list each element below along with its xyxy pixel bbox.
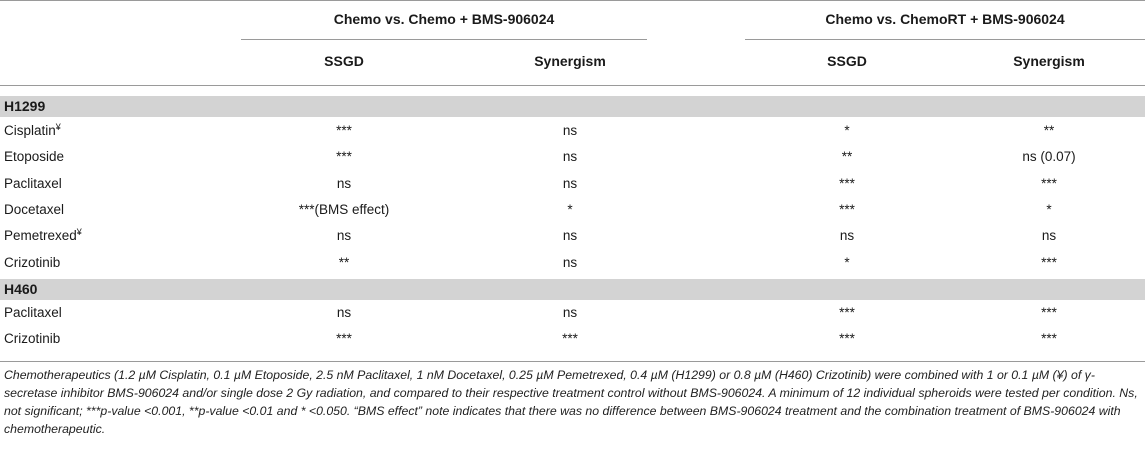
table-row — [0, 223, 1145, 249]
table-top-rule — [0, 0, 1145, 1]
table-cell-c4: *** — [1041, 331, 1057, 347]
group-rule-left — [241, 39, 647, 40]
row-label — [4, 250, 60, 276]
table-cell-c4: ** — [1043, 123, 1055, 138]
section-label: H460 — [4, 281, 38, 297]
table-row — [0, 250, 1145, 276]
table-row — [0, 197, 1145, 223]
table-cell-c2: *** — [562, 331, 578, 347]
row-label-text: Crizotinib — [4, 331, 61, 347]
table-cell-c3: * — [844, 123, 850, 138]
table-footnote: Chemotherapeutics (1.2 µM Cisplatin, 0.1 µM Etoposide, 2.5 nM Paclitaxel, 1 nM Docetaxel, 0.25 µM Pemetrexed, 0.4 µM (H1299) or 0.8 µM (H460) Crizotinib) were combined with 1 or 0.1 µM (¥) of γ-secretase inhibitor BMS-906024 and/or single dose 2 Gy radiation, and compared to their respective treatment control without BMS-906024. A minimum of 12 individual spheroids were tested per condition. Ns, not significant; ***p-value <0.001, **p-value <0.01 and * <0.050. “BMS effect” note indicates that there was no difference between BMS-906024 treatment and the combination treatment of BMS-906024 with chemotherapeutic. — [4, 368, 1138, 436]
table-cell-c2: ns — [562, 228, 578, 244]
table-cell-c1: ***(BMS effect) — [298, 201, 390, 217]
table-cell-c4: * — [1046, 201, 1052, 217]
row-label-text: Paclitaxel — [4, 175, 62, 191]
group-header-chemo-bms: Chemo vs. Chemo + BMS-906024 — [333, 11, 555, 27]
table-cell-c3: ** — [841, 149, 853, 165]
row-label-text: Etoposide — [4, 149, 65, 165]
row-label — [4, 223, 82, 249]
table-cell-c2: ns — [562, 175, 578, 191]
group-rule-right — [745, 39, 1145, 40]
table-row — [0, 326, 1145, 352]
column-header-synergism-1: Synergism — [534, 53, 606, 69]
column-header-ssgd-2: SSGD — [827, 53, 867, 69]
table-row — [0, 300, 1145, 326]
row-label — [4, 144, 64, 170]
row-label-text: Pemetrexed — [4, 228, 77, 244]
table-row — [0, 144, 1145, 170]
row-label-text: Docetaxel — [4, 201, 65, 217]
row-label-text: Crizotinib — [4, 254, 61, 270]
table-cell-c1: *** — [336, 123, 352, 138]
table-cell-c3: ns — [839, 228, 855, 244]
section-label: H1299 — [4, 98, 46, 114]
table-cell-c2: ns — [562, 305, 578, 320]
table-cell-c3: * — [844, 254, 850, 270]
row-label — [4, 326, 60, 352]
table-cell-c4: *** — [1041, 305, 1057, 320]
section-row — [0, 279, 1145, 300]
table-cell-c1: ns — [336, 175, 352, 191]
table-cell-c4: *** — [1041, 254, 1057, 270]
group-header-chemort-bms: Chemo vs. ChemoRT + BMS-906024 — [825, 11, 1065, 27]
row-label-text: Paclitaxel — [4, 305, 62, 320]
table-cell-c1: ns — [336, 228, 352, 244]
table-row — [0, 118, 1145, 144]
column-header-synergism-2: Synergism — [1013, 53, 1085, 69]
table-cell-c1: ** — [338, 254, 350, 270]
header-bottom-rule — [0, 85, 1145, 86]
table-cell-c2: ns — [562, 254, 578, 270]
table-cell-c1: ns — [336, 305, 352, 320]
table-cell-c2: * — [567, 201, 573, 217]
table-cell-c3: *** — [839, 305, 855, 320]
row-label — [4, 118, 61, 144]
table-cell-c1: *** — [336, 149, 352, 165]
section-row — [0, 96, 1145, 117]
low-dose-mark: ¥ — [76, 227, 82, 238]
table-cell-c3: *** — [839, 201, 855, 217]
table-cell-c2: ns — [562, 123, 578, 138]
row-label — [4, 197, 64, 223]
row-label — [4, 300, 62, 326]
table-cell-c4: *** — [1041, 175, 1057, 191]
row-label — [4, 171, 62, 197]
low-dose-mark: ¥ — [55, 122, 61, 132]
table-row — [0, 171, 1145, 197]
table-cell-c4: ns (0.07) — [1022, 149, 1076, 165]
table-cell-c3: *** — [839, 175, 855, 191]
table-cell-c2: ns — [562, 149, 578, 165]
table-cell-c3: *** — [839, 331, 855, 347]
column-header-ssgd-1: SSGD — [324, 53, 364, 69]
table-cell-c4: ns — [1041, 228, 1057, 244]
row-label-text: Cisplatin — [4, 123, 56, 138]
table-cell-c1: *** — [336, 331, 352, 347]
table-bottom-rule — [0, 361, 1145, 362]
